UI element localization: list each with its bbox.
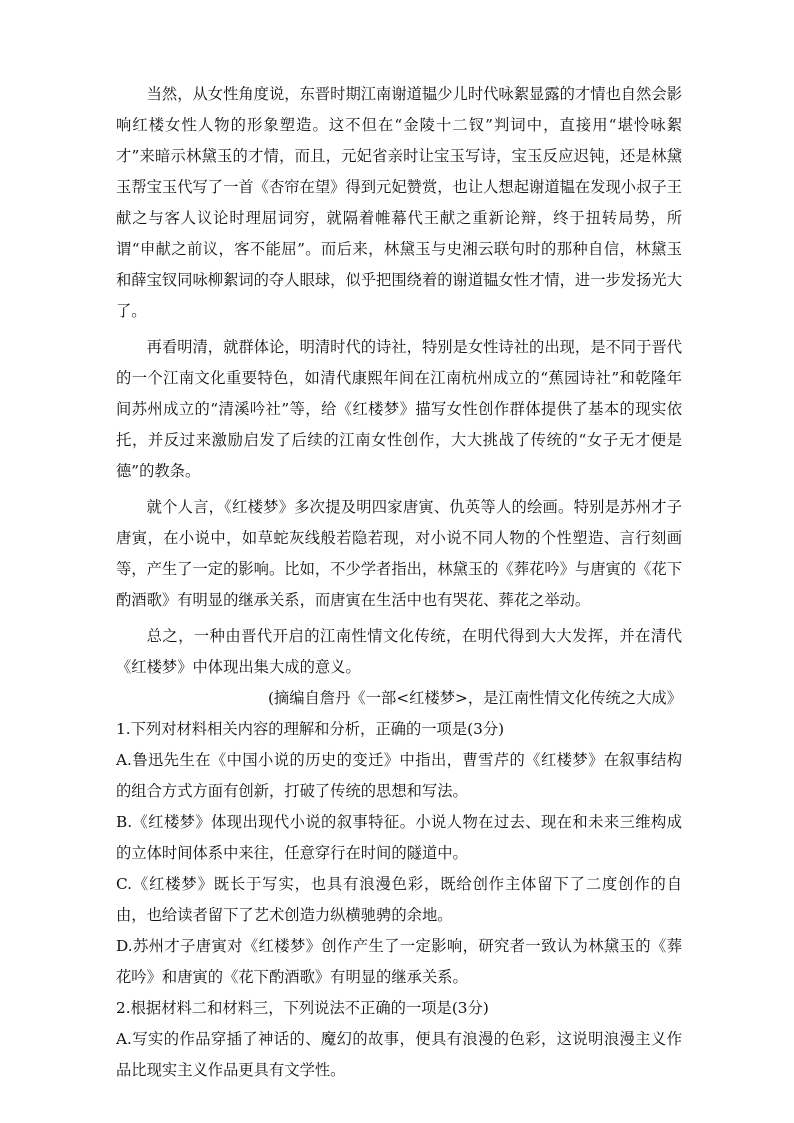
- paragraph-1: 当然，从女性角度说，东晋时期江南谢道韫少儿时代咏絮显露的才情也自然会影响红楼女性人物的形象塑造。这不但在“金陵十二钗”判词中，直接用“堪怜咏絮才”来暗示林黛玉的才情，而且，元妃省亲时让宝玉写诗，宝玉反应迟钝，还是林黛玉帮宝玉代写了一首《杏帘在望》得到元妃赞赏，也让人想起谢道韫在发现小叔子王献之与客人议论时理屈词穷，就隔着帷幕代王献之重新论辩，终于扭转局势，所谓“申献之前议，客不能屈”。而后来，林黛玉与史湘云联句时的那种自信，林黛玉和薛宝钗同咏柳絮词的夺人眼球，似乎把围绕着的谢道韫女性才情，进一步发扬光大了。: [116, 85, 682, 320]
- question-2-stem: 2.根据材料二和材料三，下列说法不正确的一项是(3分): [116, 999, 489, 1017]
- question-1-option-c: C.《红楼梦》既长于写实，也具有浪漫色彩，既给创作主体留下了二度创作的自由，也给读者留下了艺术创造力纵横驰骋的余地。: [116, 875, 682, 924]
- paragraph-3: 就个人言，《红楼梦》多次提及明四家唐寅、仇英等人的绘画。特别是苏州才子唐寅，在小说中，如草蛇灰线般若隐若现，对小说不同人物的个性塑造、言行刻画等，产生了一定的影响。比如，不少学者指出，林黛玉的《葬花吟》与唐寅的《花下酌酒歌》有明显的继承关系，而唐寅在生活中也有哭花、葬花之举动。: [116, 498, 682, 609]
- question-1-option-a: A.鲁迅先生在《中国小说的历史的变迁》中指出，曹雪芹的《红楼梦》在叙事结构的组合方式方面有创新，打破了传统的思想和写法。: [116, 751, 682, 800]
- question-1-stem: 1.下列对材料相关内容的理解和分析，正确的一项是(3分): [116, 720, 505, 738]
- question-1-option-b: B.《红楼梦》体现出现代小说的叙事特征。小说人物在过去、现在和未来三维构成的立体时间体系中来往，任意穿行在时间的隧道中。: [116, 813, 682, 862]
- question-1: [116, 714, 682, 993]
- article-body: [116, 79, 682, 1086]
- paragraph-4: 总之，一种由晋代开启的江南性情文化传统，在明代得到大大发挥，并在清代《红楼梦》中体现出集大成的意义。: [116, 627, 682, 676]
- paragraph-2: 再看明清，就群体论，明清时代的诗社，特别是女性诗社的出现，是不同于晋代的一个江南文化重要特色，如清代康熙年间在江南杭州成立的“蕉园诗社”和乾隆年间苏州成立的“清溪吟社”等，给《红楼梦》描写女性创作群体提供了基本的现实依托，并反过来激励启发了后续的江南女性创作，大大挑战了传统的“女子无才便是德”的教条。: [116, 338, 682, 480]
- question-2-option-a: A.写实的作品穿插了神话的、魔幻的故事，便具有浪漫的色彩，这说明浪漫主义作品比现实主义作品更具有文学性。: [116, 1030, 682, 1079]
- source-citation: (摘编自詹丹《一部<红楼梦>，是江南性情文化传统之大成》: [267, 689, 682, 707]
- question-1-option-d: D.苏州才子唐寅对《红楼梦》创作产生了一定影响，研究者一致认为林黛玉的《葬花吟》和唐寅的《花下酌酒歌》有明显的继承关系。: [116, 937, 682, 986]
- question-2: [116, 993, 682, 1086]
